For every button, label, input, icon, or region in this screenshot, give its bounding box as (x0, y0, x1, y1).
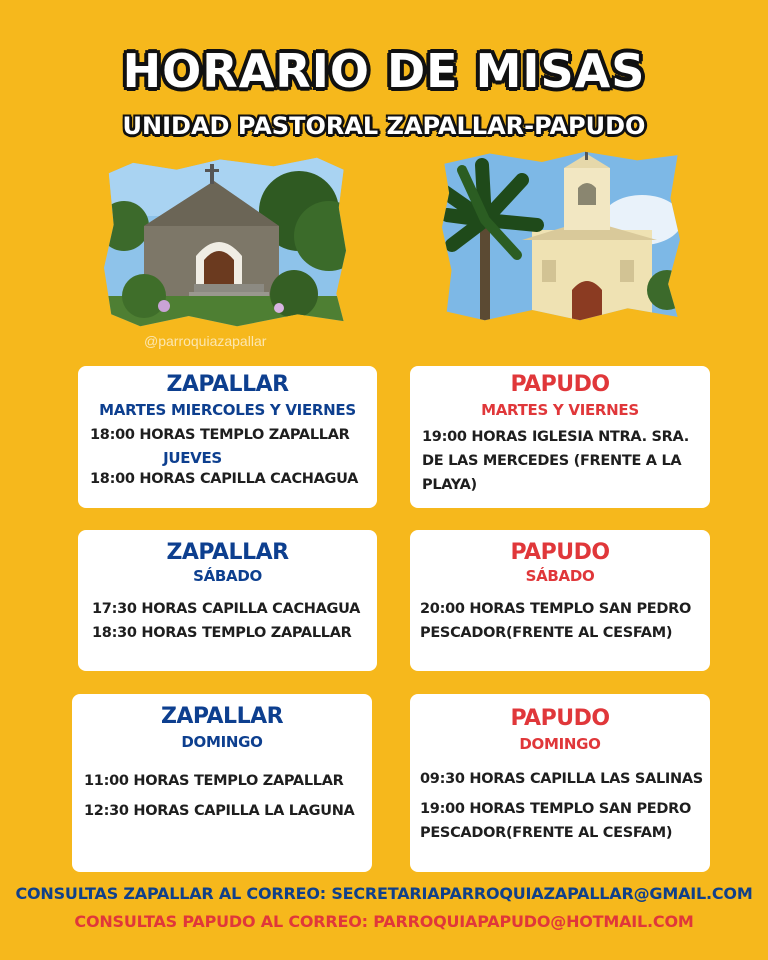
schedule-line: PESCADOR(FRENTE AL CESFAM) (420, 825, 673, 841)
schedule-line: 18:30 HORAS TEMPLO ZAPALLAR (92, 625, 352, 641)
card-place-title: ZAPALLAR (166, 372, 289, 397)
schedule-line: 20:00 HORAS TEMPLO SAN PEDRO (420, 601, 692, 617)
schedule-line: 19:00 HORAS TEMPLO SAN PEDRO (420, 801, 692, 817)
papudo-saturday-card (410, 530, 710, 671)
card-day-label: JUEVES (163, 449, 222, 467)
schedule-line: 11:00 HORAS TEMPLO ZAPALLAR (84, 773, 344, 789)
schedule-line: 18:00 HORAS CAPILLA CACHAGUA (90, 471, 359, 487)
zapallar-contact-email[interactable]: CONSULTAS ZAPALLAR AL CORREO: SECRETARIAPARROQUIAZAPALLAR@GMAIL.COM (15, 884, 753, 903)
card-day-label: MARTES MIERCOLES Y VIERNES (99, 401, 356, 419)
papudo-contact-email[interactable]: CONSULTAS PAPUDO AL CORREO: PARROQUIAPAPUDO@HOTMAIL.COM (74, 912, 694, 931)
papudo-church-photo (442, 150, 680, 322)
card-place-title: PAPUDO (510, 540, 610, 565)
card-day-label: DOMINGO (519, 735, 601, 753)
schedule-line: PLAYA) (422, 477, 477, 493)
papudo-weekday-card (410, 366, 710, 508)
schedule-line: DE LAS MERCEDES (FRENTE A LA (422, 453, 682, 469)
card-day-label: DOMINGO (181, 733, 263, 751)
schedule-line: 12:30 HORAS CAPILLA LA LAGUNA (84, 803, 355, 819)
card-day-label: SÁBADO (193, 567, 262, 585)
schedule-line: 19:00 HORAS IGLESIA NTRA. SRA. (422, 429, 689, 445)
watermark-handle: @parroquiazapallar (144, 333, 267, 349)
schedule-line: 18:00 HORAS TEMPLO ZAPALLAR (90, 427, 350, 443)
card-day-label: SÁBADO (525, 567, 595, 585)
schedule-line: 17:30 HORAS CAPILLA CACHAGUA (92, 601, 361, 617)
card-place-title: ZAPALLAR (160, 704, 284, 729)
card-place-title: ZAPALLAR (166, 540, 289, 565)
zapallar-sunday-card (72, 694, 372, 872)
page-subtitle: UNIDAD PASTORAL ZAPALLAR-PAPUDO (122, 112, 646, 140)
zapallar-saturday-card (78, 530, 377, 671)
card-place-title: PAPUDO (510, 372, 610, 397)
zapallar-weekday-card (78, 366, 377, 508)
schedule-line: PESCADOR(FRENTE AL CESFAM) (420, 625, 673, 641)
card-place-title: PAPUDO (510, 706, 610, 731)
schedule-line: 09:30 HORAS CAPILLA LAS SALINAS (420, 771, 703, 787)
zapallar-church-photo (104, 156, 346, 328)
papudo-sunday-card (410, 694, 710, 872)
card-day-label: MARTES Y VIERNES (481, 401, 639, 419)
page-title: HORARIO DE MISAS (122, 44, 646, 98)
